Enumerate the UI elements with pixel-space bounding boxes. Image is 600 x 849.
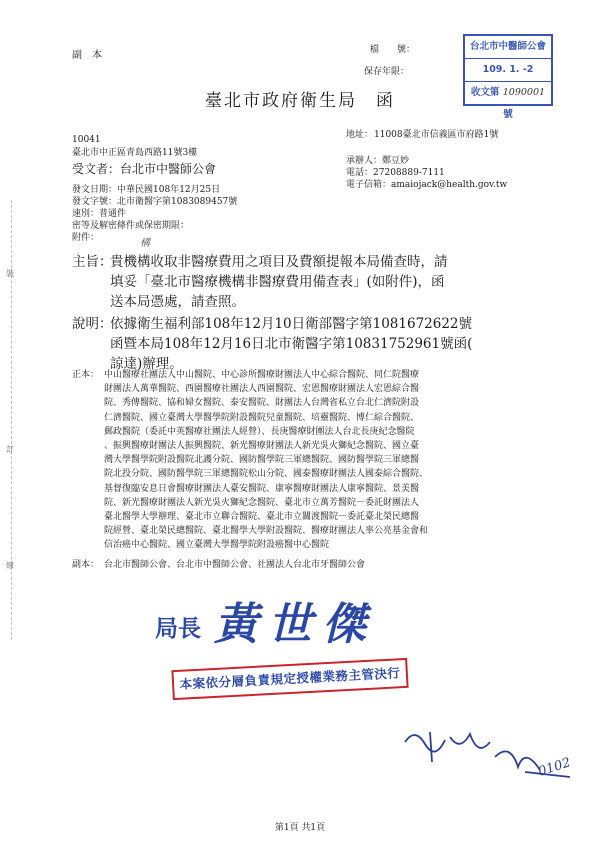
receipt-stamp-org: 台北市中醫師公會 bbox=[465, 36, 551, 59]
addressee-value: 台北市中醫師公會 bbox=[120, 162, 217, 176]
speed-value: 普通件 bbox=[99, 209, 127, 219]
receipt-stamp-number: 1090001 bbox=[502, 87, 546, 98]
phone-row bbox=[346, 167, 445, 179]
addressee-label: 受文者： bbox=[72, 162, 121, 176]
original-line: 郵政醫院（委託中英醫療社團法人經營）、長庚醫療財團法人台北長庚紀念醫院 bbox=[104, 426, 415, 437]
email-value: amaiojack@health.gov.tw bbox=[391, 180, 508, 190]
subject-line: 送本局憑處，請查照。 bbox=[110, 294, 245, 310]
receipt-stamp-received-label: 收文第 bbox=[470, 87, 500, 98]
binding-margin bbox=[0, 0, 30, 849]
page-footer: 第1頁 共1頁 bbox=[274, 823, 326, 833]
original-line: 仁濟醫院、國立臺灣大學醫學院附設醫院兒童醫院、培靈醫院、博仁綜合醫院、 bbox=[104, 412, 420, 423]
page-title: 臺北市政府衛生局 函 bbox=[205, 91, 395, 111]
original-line: 中山醫療社團法人中山醫院、中心診所醫療財團法人中心綜合醫院、同仁院醫療 bbox=[104, 370, 420, 380]
original-line: 基督復臨安息日會醫療財團法人臺安醫院、康寧醫療財團法人康寧醫院、景美醫 bbox=[104, 483, 420, 494]
phone-value: 27208889-7111 bbox=[373, 168, 445, 178]
file-number-label: 檔 號： bbox=[370, 45, 416, 55]
receipt-stamp-date: 109. 1. -2 bbox=[465, 59, 551, 82]
ref-value: 北市衛醫字第1083089457號 bbox=[117, 197, 238, 207]
subject-line: 貴機構收取非醫療費用之項目及費額提報本局備查時，請 bbox=[110, 254, 448, 270]
receipt-stamp-suffix: 號 bbox=[503, 109, 513, 120]
ref-label: 發文字號： bbox=[72, 197, 118, 207]
date-label: 發文日期： bbox=[72, 185, 118, 195]
binding-char: 裝 bbox=[6, 269, 14, 278]
original-line: 院、新光醫療財團法人新光吳火獅紀念醫院、臺北市立萬芳醫院－委託財團法人 bbox=[104, 497, 420, 508]
binding-char: 訂 bbox=[6, 445, 14, 454]
email-label: 電子信箱： bbox=[346, 180, 392, 190]
postal-code: 10041 bbox=[72, 135, 101, 145]
original-body bbox=[104, 368, 566, 553]
email-row bbox=[346, 179, 507, 191]
binding-char: 線 bbox=[6, 561, 14, 570]
copy-value: 台北市醫師公會、台北市中醫師公會、社團法人台北市牙醫師公會 bbox=[104, 560, 366, 570]
explanation-body bbox=[110, 314, 580, 374]
binding-line bbox=[11, 200, 12, 640]
authority-stamp: 本案依分層負責規定授權業務主管決行 bbox=[171, 658, 408, 700]
original-label: 正本： bbox=[72, 370, 100, 380]
subject-line: 填妥「臺北市醫療機構非醫療費用備查表」(如附件)，函 bbox=[110, 274, 445, 290]
handler-name: 鄭豆妙 bbox=[382, 156, 410, 166]
explanation-label: 說明： bbox=[72, 316, 113, 332]
attachment-label: 附件： bbox=[72, 233, 100, 243]
director-signature-seal: 黃世傑 bbox=[214, 599, 376, 650]
date-row bbox=[72, 184, 220, 196]
speed-row bbox=[72, 208, 126, 220]
retention-label: 保存年限： bbox=[364, 67, 410, 77]
original-line: 臺北醫學大學辦理、臺北市立聯合醫院、臺北市立關渡醫院－委託臺北榮民總醫 bbox=[104, 512, 420, 523]
phone-label: 電話： bbox=[346, 168, 374, 178]
original-line: 院北投分院、國防醫學院三軍總醫院松山分院、國泰醫療財團法人國泰綜合醫院、 bbox=[104, 469, 429, 480]
copy-label: 副本： bbox=[72, 560, 100, 570]
original-line: 院經營、臺北榮民總醫院、臺北醫學大學附設醫院、醫療財團法人辜公亮基金會和 bbox=[104, 526, 429, 537]
original-line: 財團法人萬華醫院、西園醫療社團法人西園醫院、宏恩醫療財團法人宏恩綜合醫 bbox=[104, 384, 420, 395]
original-line: 信治癌中心醫院、國立臺灣大學醫學院附設癌醫中心醫院 bbox=[104, 540, 330, 551]
speed-label: 速別： bbox=[72, 209, 100, 219]
ref-row bbox=[72, 196, 237, 208]
addressee-row bbox=[72, 160, 216, 177]
director-title: 局長 bbox=[155, 616, 201, 642]
recipient-address: 臺北市中正區青島西路11號3樓 bbox=[72, 148, 198, 158]
original-line: 、振興醫療財團法人振興醫院、新光醫療財團法人新光吳火獅紀念醫院、國立臺 bbox=[104, 441, 420, 452]
explanation-line: 諒達)辦理。 bbox=[110, 356, 183, 372]
sender-address-label: 地址： bbox=[346, 130, 374, 140]
explanation-line: 函暨本局108年12月16日北市衛醫字第10831752961號函( bbox=[110, 336, 473, 352]
sender-address: 11008臺北市信義區市府路1號 bbox=[374, 130, 499, 140]
handler-label: 承辦人： bbox=[346, 156, 383, 166]
attachment-handwritten-note: 構 bbox=[140, 238, 150, 249]
original-line: 灣大學醫學院附設醫院北護分院、國防醫學院三軍總醫院、國防醫學院三軍總醫 bbox=[104, 455, 420, 466]
handwritten-note: 0102 bbox=[536, 755, 573, 780]
handler-row bbox=[346, 155, 409, 167]
document-type: 副 本 bbox=[72, 50, 102, 61]
subject-body bbox=[110, 252, 580, 312]
original-line: 院、秀傳醫院、協和婦女醫院、泰安醫院、財團法人台灣省私立台北仁濟院附設 bbox=[104, 398, 420, 409]
explanation-line: 依據衛生福利部108年12月10日衛部醫字第1081672622號 bbox=[110, 316, 473, 332]
secrecy-label: 密等及解密條件或保密期限： bbox=[72, 221, 190, 231]
date-value: 中華民國108年12月25日 bbox=[117, 185, 221, 195]
subject-label: 主旨： bbox=[72, 254, 113, 270]
